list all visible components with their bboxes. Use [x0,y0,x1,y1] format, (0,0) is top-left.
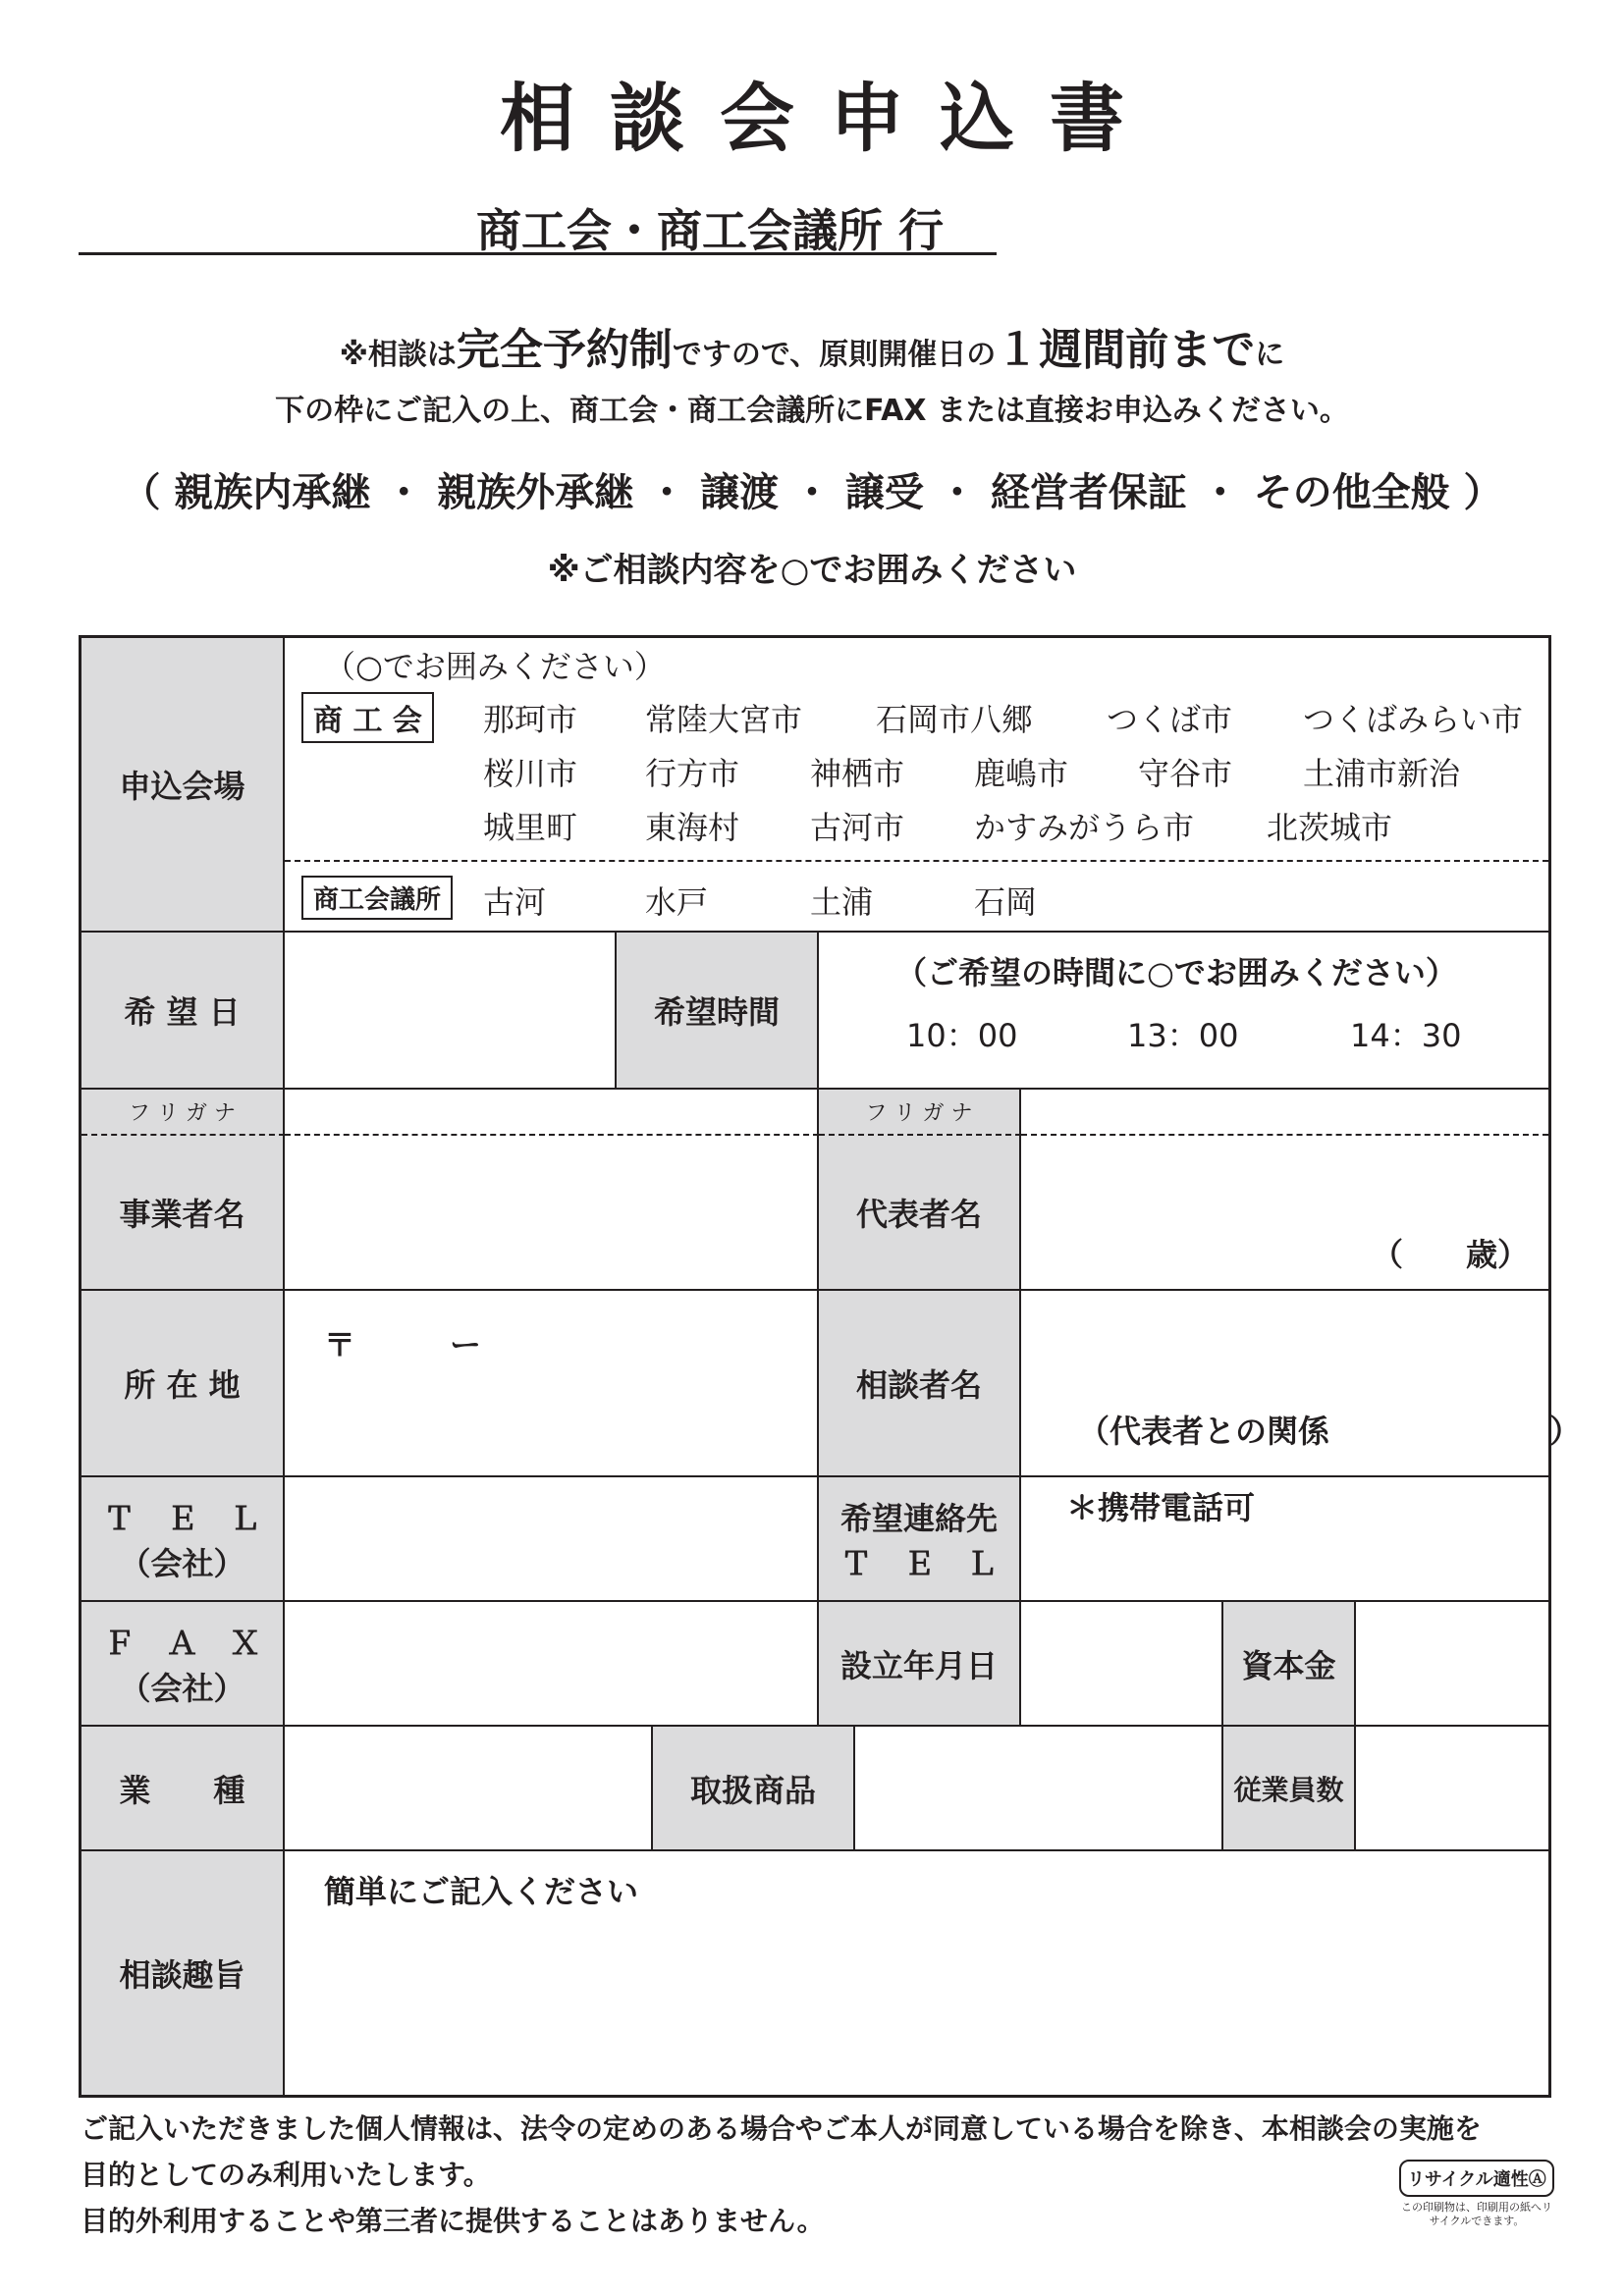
date-label: 希 望 日 [81,933,285,1090]
time-option[interactable]: 10：00 [906,1017,1018,1054]
venue-option[interactable]: 土浦 [810,883,874,921]
products-field[interactable] [855,1727,1223,1851]
contact-field[interactable] [1021,1477,1548,1602]
venue-divider [285,860,1548,862]
addressee-line [79,191,997,255]
venue-option[interactable]: つくばみらい市 [1303,701,1524,738]
notice-emphasis: １週間前まで [996,325,1256,375]
tel-label-text: Ｔ Ｅ Ｌ [103,1499,261,1537]
contact-tel-text: Ｔ Ｅ Ｌ [839,1544,998,1582]
postal-mark: 〒 ー [324,1326,482,1363]
venue-instruction: （○でお囲みください） [324,648,666,685]
venue-option[interactable]: 神栖市 [810,755,905,792]
notice-text: ですので、原則開催日の [672,338,997,372]
business-furigana-field[interactable] [285,1090,819,1136]
furigana-label: フ リ ガ ナ [819,1090,1021,1136]
founded-field[interactable] [1021,1602,1223,1727]
privacy-line: ご記入いただきました個人情報は、法令の定めのある場合やご本人が同意している場合を除き、本相談会の実施を [81,2112,1482,2145]
reservation-notice [0,314,1624,377]
fax-label [81,1602,285,1727]
consultant-label: 相談者名 [819,1291,1021,1477]
venue-option[interactable]: 桜川市 [483,755,578,792]
date-field[interactable] [285,933,617,1090]
venue-option[interactable]: 古河 [483,883,547,921]
privacy-notice [81,2106,1482,2244]
venue-option[interactable]: 行方市 [645,755,740,792]
recycle-mark [1399,2160,1554,2228]
founded-label: 設立年月日 [819,1602,1021,1727]
company-note: （会社） [119,1669,245,1707]
circle-instruction: ※ご相談内容を○でお囲みください [547,551,1077,590]
contact-label [819,1477,1021,1602]
business-name-field[interactable] [285,1136,819,1291]
application-form [79,635,1582,2098]
consultation-categories[interactable]: （ 親族内承継 ・ 親族外承継 ・ 譲渡 ・ 譲受 ・ 経営者保証 ・ その他全般 ） [121,470,1503,515]
venue-option[interactable]: 鹿嶋市 [974,755,1069,792]
venue-option[interactable]: 東海村 [645,809,740,846]
notice-text: ※相談は [339,338,457,372]
consultant-field[interactable] [1021,1291,1582,1477]
venue-option[interactable]: 石岡市八郷 [876,701,1034,738]
mobile-note: ＊携帯電話可 [1066,1489,1256,1526]
purpose-label: 相談趣旨 [81,1851,285,2095]
fax-field[interactable] [285,1602,819,1727]
form-title: 相談会申込書 [500,75,1160,162]
venue-area [285,638,1548,933]
shokokai-label: 商 工 会 [301,692,434,743]
industry-label: 業 種 [81,1727,285,1851]
relation-text: （代表者との関係 ） [1078,1413,1582,1450]
kaigisho-label: 商工会議所 [301,876,453,920]
fax-label-text: Ｆ Ａ Ｘ [103,1624,261,1662]
venue-option[interactable]: つくば市 [1107,701,1233,738]
time-option[interactable]: 13：00 [1127,1017,1239,1054]
venue-option[interactable]: 那珂市 [483,701,578,738]
venue-option[interactable]: 北茨城市 [1267,809,1393,846]
addressee-text: 商工会・商工会議所 行 [476,204,945,257]
furigana-label: フ リ ガ ナ [81,1090,285,1136]
venue-option[interactable]: かすみがうら市 [974,809,1195,846]
capital-field[interactable] [1356,1602,1548,1727]
venue-label: 申込会場 [81,638,285,933]
purpose-hint: 簡単にご記入ください [324,1873,639,1910]
tel-field[interactable] [285,1477,819,1602]
employees-field[interactable] [1356,1727,1548,1851]
age-text: （ 歳） [1371,1236,1529,1273]
contact-label-text: 希望連絡先 [839,1499,998,1537]
time-options [819,933,1548,1090]
products-label: 取扱商品 [653,1727,855,1851]
representative-field[interactable] [1021,1136,1548,1291]
venue-option[interactable]: 守谷市 [1138,755,1233,792]
notice-emphasis: 完全予約制 [456,325,673,375]
address-field[interactable] [285,1291,819,1477]
business-name-label: 事業者名 [81,1136,285,1291]
purpose-field[interactable] [285,1851,1548,2095]
venue-option[interactable]: 城里町 [483,809,578,846]
representative-furigana-field[interactable] [1021,1090,1548,1136]
time-label: 希望時間 [617,933,819,1090]
industry-field[interactable] [285,1727,653,1851]
time-instruction: （ご希望の時間に○でお囲みください） [895,954,1457,991]
submission-notice: 下の枠にご記入の上、商工会・商工会議所にFAX または直接お申込みください。 [275,394,1349,428]
address-label: 所 在 地 [81,1291,285,1477]
venue-option[interactable]: 土浦市新治 [1303,755,1461,792]
venue-option[interactable]: 石岡 [974,883,1038,921]
employees-label: 従業員数 [1223,1727,1356,1851]
privacy-line: 目的としてのみ利用いたします。 [81,2159,491,2191]
venue-option[interactable]: 常陸大宮市 [645,701,803,738]
notice-text: に [1255,338,1285,372]
representative-label: 代表者名 [819,1136,1021,1291]
recycle-note: この印刷物は、印刷用の紙へリサイクルできます。 [1401,2201,1552,2227]
tel-label [81,1477,285,1602]
company-note: （会社） [119,1544,245,1582]
time-option[interactable]: 14：30 [1350,1017,1462,1054]
recycle-badge: リサイクル適性Ⓐ [1399,2160,1554,2197]
venue-option[interactable]: 水戸 [645,883,709,921]
capital-label: 資本金 [1223,1602,1356,1727]
privacy-line: 目的外利用することや第三者に提供することはありません。 [81,2205,825,2237]
venue-option[interactable]: 古河市 [810,809,905,846]
